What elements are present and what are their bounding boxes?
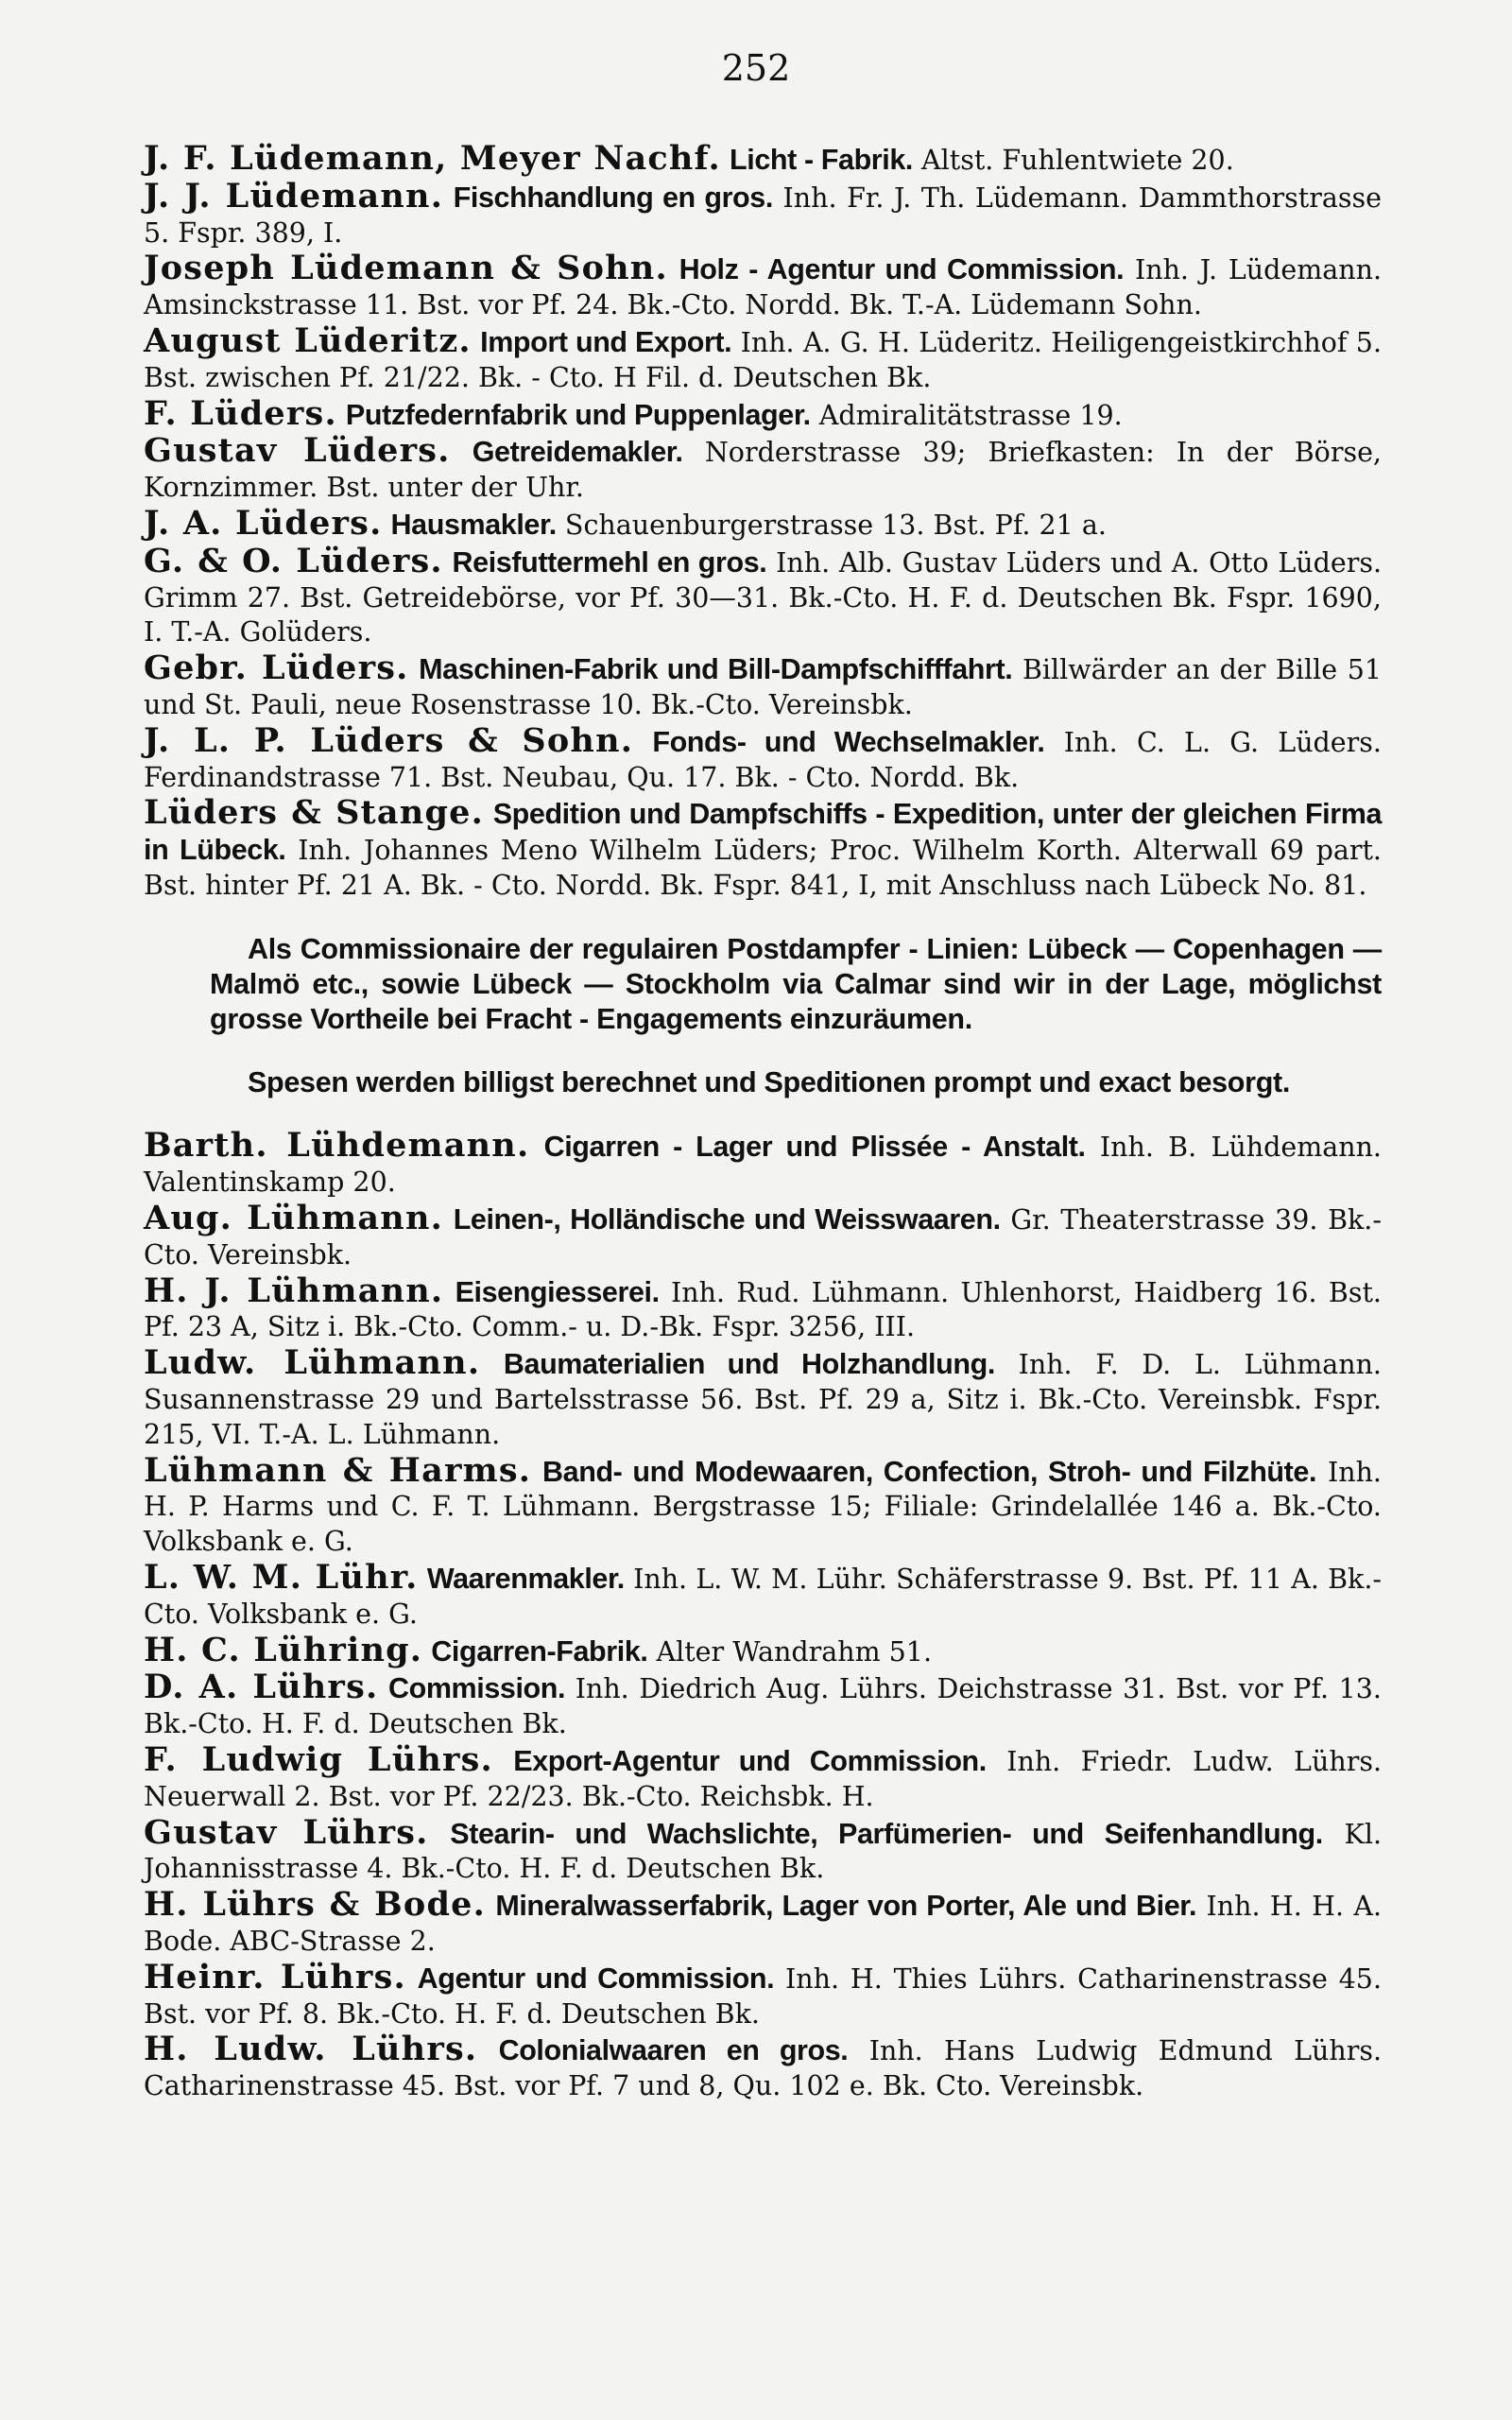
directory-entry (144, 1557, 1383, 1633)
entry-trade: Fonds- und Wechselmakler. (652, 725, 1045, 758)
entry-trade: Licht - Fabrik. (730, 144, 913, 176)
entry-name: Gustav Lührs. (144, 1812, 429, 1852)
entry-detail: Billwärder an der Bille 51 und St. Pauli, neue Rosenstrasse 10. Bk.-Cto. Vereinsbk. (144, 654, 1382, 720)
directory-entry (144, 1270, 1382, 1346)
entry-detail: Gr. Theaterstrasse 39. Bk.-Cto. Vereinsbk. (144, 1204, 1382, 1270)
entry-detail: Inh. Rud. Lühmann. Uhlenhorst, Haidberg 16. Bst. Pf. 23 A, Sitz i. Bk.-Cto. Comm.- u. D.-Bk. Fspr. 3256, III. (144, 1276, 1382, 1343)
entry-trade: Waarenmakler. (426, 1562, 625, 1595)
directory-listing (144, 139, 1383, 2104)
entry-name: Heinr. Lührs. (144, 1957, 406, 1996)
entry-trade: Baumaterialien und Holzhandlung. (503, 1348, 995, 1381)
page-number: 252 (721, 47, 791, 89)
entry-trade: Cigarren-Fabrik. (431, 1634, 648, 1668)
directory-entry (144, 431, 1382, 506)
entry-name: J. L. P. Lüders & Sohn. (144, 720, 634, 760)
entry-detail: Inh. A. G. H. Lüderitz. Heiligengeistkirchhof 5. Bst. zwischen Pf. 21/22. Bk. - Cto. H Fil. d. Deutschen Bk. (144, 326, 1382, 393)
directory-entry (144, 1201, 1382, 1273)
entry-name: Joseph Lüdemann & Sohn. (144, 249, 668, 288)
entry-trade: Stearin- und Wachslichte, Parfümerien- und Seifenhandlung. (450, 1817, 1323, 1850)
advert-paragraph (210, 932, 1382, 1036)
entry-detail: Schauenburgerstrasse 13. Bst. Pf. 21 a. (564, 509, 1107, 541)
directory-entry (144, 541, 1383, 650)
entry-detail: Inh. Johannes Meno Wilhelm Lüders; Proc. Wilhelm Korth. Alterwall 69 part. Bst. hinter Pf. 21 A. Bk. - Cto. Nordd. Bk. Fspr. 841, I, mit Anschluss nach Lübeck No. 81. (144, 835, 1382, 901)
entry-trade: Export-Agentur und Commission. (513, 1744, 987, 1777)
directory-entry (144, 1670, 1382, 1742)
entry-name: Lühmann & Harms. (144, 1450, 532, 1490)
entry-detail: Inh. Hans Ludwig Edmund Lührs. Catharinenstrasse 45. Bst. vor Pf. 7 und 8, Qu. 102 e. Bk. Cto. Vereinsbk. (144, 2035, 1383, 2102)
entry-trade: Spedition und Dampfschiffs - Expedition, unter der gleichen Firma in Lübeck. (144, 798, 1383, 867)
entry-name: August Lüderitz. (144, 320, 472, 360)
entry-name: Gustav Lüders. (144, 431, 451, 471)
entry-name: H. Ludw. Lührs. (144, 2030, 478, 2069)
entry-trade: Commission. (387, 1672, 566, 1705)
directory-entry (144, 320, 1382, 396)
directory-entry (144, 1812, 1382, 1888)
entry-trade: Leinen-, Holländische und Weisswaaren. (453, 1203, 1001, 1236)
entry-name: J. J. Lüdemann. (144, 176, 444, 216)
entry-trade: Reisfuttermehl en gros. (452, 545, 767, 579)
entry-detail: Inh. Diedrich Aug. Lührs. Deichstrasse 31. Bst. vor Pf. 13. Bk.-Cto. H. F. d. Deutschen Bk. (144, 1673, 1382, 1740)
entry-name: F. Lüders. (144, 393, 337, 433)
advert-text: Als Commissionaire der regulairen Postdampfer - Linien: Lübeck — Copenhagen — Malmö etc., sowie Lübeck — Stockholm via Calmar sind wir in der Lage, möglichst grosse Vortheile bei Fracht - Engagements einzuräumen. (210, 933, 1382, 1035)
entry-trade: Import und Export. (480, 325, 732, 358)
entry-name: D. A. Lührs. (144, 1668, 379, 1707)
entry-name: F. Ludwig Lührs. (144, 1739, 493, 1779)
advert-text: Spesen werden billigst berechnet und Speditionen prompt und exact besorgt. (248, 1066, 1291, 1099)
entry-name: Lüders & Stange. (144, 793, 484, 833)
entry-name: Barth. Lühdemann. (144, 1126, 530, 1166)
entry-trade: Mineralwasserfabrik, Lager von Porter, Ale und Bier. (495, 1890, 1197, 1923)
directory-entry (144, 1630, 1382, 1670)
directory-entry (144, 176, 1382, 251)
entry-detail: Inh. L. W. M. Lühr. Schäferstrasse 9. Bst. Pf. 11 A. Bk.-Cto. Volksbank e. G. (144, 1563, 1383, 1630)
entry-trade: Putzfedernfabrik und Puppenlager. (345, 398, 811, 431)
directory-entry (144, 1126, 1382, 1201)
entry-trade: Band- und Modewaaren, Confection, Stroh- und Filzhüte. (542, 1455, 1317, 1488)
entry-detail: Inh. H. P. Harms und C. F. T. Lühmann. Bergstrasse 15; Filiale: Grindelallée 146 a. Bk.-Cto. Volksbank e. G. (144, 1456, 1382, 1558)
entry-detail: Inh. B. Lühdemann. Valentinskamp 20. (144, 1132, 1382, 1199)
directory-entry (144, 139, 1382, 179)
entry-trade: Eisengiesserei. (455, 1275, 660, 1308)
directory-entry (144, 1343, 1382, 1452)
entry-detail: Altst. Fuhlentwiete 20. (921, 145, 1234, 176)
directory-entry (144, 503, 1382, 544)
directory-entry (144, 1957, 1382, 2032)
entry-name: J. A. Lüders. (144, 503, 383, 543)
entry-trade: Colonialwaaren en gros. (498, 2034, 849, 2067)
entry-trade: Cigarren - Lager und Plissée - Anstalt. (543, 1131, 1086, 1164)
advert-paragraph (210, 1065, 1382, 1100)
directory-entry (144, 720, 1382, 796)
entry-detail: Admiralitätstrasse 19. (818, 399, 1123, 431)
entry-name: Gebr. Lüders. (144, 648, 409, 688)
entry-detail: Inh. Friedr. Ludw. Lührs. Neuerwall 2. Bst. vor Pf. 22/23. Bk.-Cto. Reichsbk. H. (144, 1745, 1383, 1812)
entry-detail: Inh. Fr. J. Th. Lüdemann. Dammthorstrasse 5. Fspr. 389, I. (144, 182, 1382, 249)
directory-entry (144, 1450, 1382, 1560)
directory-entry (144, 2032, 1382, 2104)
entry-detail: Inh. C. L. G. Lüders. Ferdinandstrasse 71. Bst. Neubau, Qu. 17. Bk. - Cto. Nordd. Bk. (144, 726, 1382, 793)
directory-entry (144, 1885, 1383, 1960)
entry-trade: Hausmakler. (390, 508, 557, 541)
directory-entry (144, 1739, 1383, 1815)
entry-trade: Holz - Agentur und Commission. (679, 253, 1125, 286)
entry-name: Ludw. Lühmann. (144, 1343, 481, 1383)
entry-trade: Maschinen-Fabrik und Bill-Dampfschifffahrt. (419, 653, 1013, 686)
entry-detail: Norderstrasse 39; Briefkasten: In der Börse, Kornzimmer. Bst. unter der Uhr. (144, 437, 1382, 504)
entry-name: G. & O. Lüders. (144, 541, 443, 580)
directory-entry (144, 793, 1383, 903)
entry-name: Aug. Lühmann. (144, 1199, 443, 1238)
entry-name: L. W. M. Lühr. (144, 1557, 419, 1597)
entry-name: J. F. Lüdemann, Meyer Nachf. (144, 139, 721, 178)
directory-entry (144, 251, 1382, 323)
entry-trade: Getreidemakler. (472, 436, 683, 469)
entry-detail: Inh. J. Lüdemann. Amsinckstrasse 11. Bst. vor Pf. 24. Bk.-Cto. Nordd. Bk. T.-A. Lüdemann Sohn. (144, 254, 1383, 321)
entry-detail: Inh. Alb. Gustav Lüders und A. Otto Lüders. Grimm 27. Bst. Getreidebörse, vor Pf. 30—31. Bk.-Cto. H. F. d. Deutschen Bk. Fspr. 1690, I. T.-A. Golüders. (144, 546, 1383, 648)
entry-detail: Inh. H. H. A. Bode. ABC-Strasse 2. (144, 1891, 1383, 1957)
entry-name: H. J. Lühmann. (144, 1270, 444, 1310)
entry-detail: Inh. H. Thies Lührs. Catharinenstrasse 45. Bst. vor Pf. 8. Bk.-Cto. H. F. d. Deutschen Bk. (144, 1962, 1382, 2030)
entry-trade: Fischhandlung en gros. (453, 181, 773, 214)
entry-name: H. Lührs & Bode. (144, 1885, 486, 1925)
entry-detail: Inh. F. D. L. Lühmann. Susannenstrasse 29 und Bartelsstrasse 56. Bst. Pf. 29 a, Sitz i. Bk.-Cto. Vereinsbk. Fspr. 215, VI. T.-A. L. Lühmann. (144, 1349, 1382, 1450)
directory-entry (144, 393, 1382, 434)
entry-trade: Agentur und Commission. (417, 1962, 775, 1995)
entry-detail: Alter Wandrahm 51. (656, 1635, 933, 1668)
entry-name: H. C. Lühring. (144, 1630, 423, 1669)
directory-entry (144, 648, 1382, 723)
entry-detail: Kl. Johannisstrasse 4. Bk.-Cto. H. F. d. Deutschen Bk. (144, 1818, 1382, 1885)
